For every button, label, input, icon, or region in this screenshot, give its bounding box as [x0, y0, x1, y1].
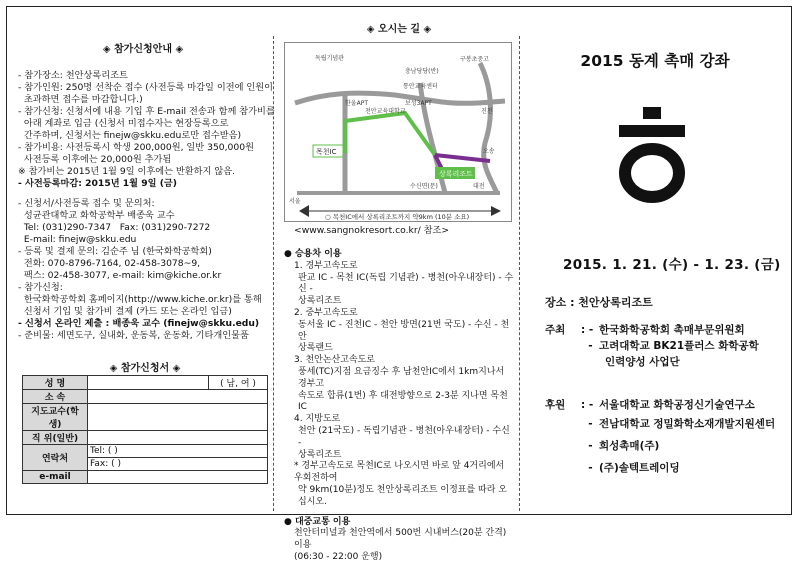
fax-field[interactable]: Fax: ( ) — [88, 458, 268, 471]
info-line-refund: ※ 참가비는 2015년 1월 9일 이후에는 반환하지 않음. — [18, 166, 236, 177]
position-field[interactable] — [88, 431, 268, 445]
car-title: ● 승용차 이용 — [284, 249, 342, 259]
tel-field[interactable]: Tel: ( ) — [88, 445, 268, 458]
info-line-blank1 — [18, 190, 268, 198]
car-lines — [284, 261, 514, 509]
email-label: e-mail — [23, 471, 88, 484]
car-line: 풍세(TC)지점 요금징수 후 남천안IC에서 1km지나서 경부고 — [298, 366, 505, 389]
map-svg — [285, 43, 511, 221]
info-line-apply3: 간주하며, 신청서는 finejw@skku.edu로만 접수받음) — [18, 130, 242, 141]
organizer-3: 인력양성 사업단 — [605, 356, 680, 368]
event-logo — [607, 103, 697, 203]
registration-lines — [18, 70, 275, 342]
info-line-reg3: 팩스: 02-458-3077, e-mail: kim@kiche.or.kr — [18, 270, 222, 281]
info-line-online2: 한국화학공학회 홈페이지(http://www.kiche.or.kr)를 통해 — [18, 294, 262, 305]
position-label: 직 위(일반) — [23, 431, 88, 445]
info-line-deadline: - 사전등록마감: 2015년 1월 9일 (금) — [18, 178, 177, 189]
location-map — [284, 42, 512, 222]
map-label-jincheon: 진천 — [481, 108, 493, 115]
map-label-hanul: 한울APT — [345, 100, 368, 107]
form-title: ◈ 참가신청서 ◈ — [109, 363, 181, 374]
bus-line: (06:30 - 22:00 운행) — [294, 551, 383, 562]
info-line-prep: - 준비물: 세면도구, 실내화, 운동복, 운동화, 기타개인물품 — [18, 330, 249, 341]
sponsors-label: 후원 — [545, 399, 566, 411]
bus-title: ● 대중교통 이용 — [284, 516, 351, 527]
organizer-2: 고려대학교 BK21플러스 화학공학 — [599, 340, 759, 352]
info-line-apply2: 아래 계좌로 입금 (신청서 미접수자는 현장등록으로 — [18, 118, 229, 129]
directions-title: ◈ 오시는 길 ◈ — [366, 24, 432, 35]
car-line: 약 9km(10분)정도 천안상록리조트 이정표를 따라 오십시오. — [298, 484, 507, 507]
car-line: 상록리조트 — [298, 296, 342, 307]
info-line-online1: - 참가신청: — [18, 282, 63, 293]
registration-title: ◈ 참가신청안내 ◈ — [102, 44, 184, 55]
info-line-online3: 신청서 기입 및 참가비 결제 (카드 또는 온라인 입금) — [18, 306, 232, 317]
car-line: 3. 천안논산고속도로 — [294, 355, 376, 366]
info-line-online4: - 신청서 온라인 제출 : 배종욱 교수 (finejw@skku.edu) — [18, 318, 260, 329]
info-line-contact1: - 신청서/사전등록 접수 및 문의처: — [18, 198, 155, 209]
resort-marker-label: 상록리조트 — [439, 170, 473, 178]
info-line-reg1: - 등록 및 결제 문의: 김순주 님 (한국화학공학회) — [18, 246, 212, 257]
map-note: ○ 목천IC에서 상록리조트까지 약9km (10분 소요) — [325, 213, 470, 221]
map-label-biryong: 충남당당(반) — [405, 68, 439, 75]
car-line: * 경부고속도로 목천IC로 나오시면 바로 앞 4거리에서 우회전하여 — [294, 461, 505, 484]
event-title: 2015 동계 촉매 강좌 — [580, 52, 730, 70]
car-line: 4. 지방도로 — [294, 414, 341, 425]
map-label-center: 통안교육센터 — [403, 83, 438, 90]
map-label-seoul: 서울 — [289, 198, 301, 205]
map-label-yongdong: 구봉초중고 — [460, 56, 489, 63]
hieut-logo-icon — [607, 103, 697, 203]
car-line: 상록랜드 — [298, 343, 333, 354]
organizer-1: 한국화학공학회 촉매부문위원회 — [599, 324, 745, 336]
affil-field[interactable] — [88, 390, 268, 404]
affil-label: 소 속 — [23, 390, 88, 404]
registration-form — [22, 375, 268, 484]
sponsor-4: (주)솔텍트레이딩 — [599, 462, 680, 474]
fold-line-right — [519, 36, 520, 511]
access-info — [284, 249, 514, 564]
contact-label: 연락처 — [23, 445, 88, 471]
map-label-daejeon: 대전 — [473, 183, 485, 190]
sponsor-1: 서울대학교 화학공정신기술연구소 — [599, 399, 755, 411]
car-line: 동서울 IC - 진천IC - 천안 방면(21번 국도) - 수신 - 천안 — [298, 319, 510, 342]
name-field[interactable] — [88, 376, 209, 390]
bus-lines — [284, 528, 514, 563]
info-line-quota1: - 참가인원: 250명 선착순 접수 (사전등록 마감일 이전에 인원이 — [18, 82, 274, 93]
gender-field[interactable]: ( 남, 여 ) — [209, 376, 268, 390]
info-line-contact4: E-mail: finejw@skku.edu — [18, 234, 137, 245]
car-line: 2. 중부고속도로 — [294, 307, 358, 318]
car-line: 속도로 합류(1번) 후 대전방향으로 2-3분 지나면 목천IC — [298, 390, 508, 413]
info-line-quota2: 초과하면 접수를 마감합니다.) — [18, 94, 143, 105]
advisor-label: 지도교수(학생) — [23, 404, 88, 431]
map-label-chungju: 천안교육대학교 — [365, 108, 406, 115]
sponsor-2: 전남대학교 정밀화학소재개발지원센터 — [599, 418, 776, 430]
organizers: 주최 : - 한국화학공학회 촉매부문위원회 - 고려대학교 BK21플러스 화학공학 인력양성 사업단 — [545, 324, 759, 368]
info-line-fee1: - 참가비용: 사전등록시 학생 200,000원, 일반 350,000원 — [18, 142, 254, 153]
email-field[interactable] — [88, 471, 268, 484]
info-line-place: - 참가장소: 천안상록리조트 — [18, 70, 128, 81]
car-line: 판교 IC - 목천 IC(독립 기념관) - 병천(아우내장터) - 수신 - — [298, 272, 514, 295]
name-label: 성 명 — [23, 376, 88, 390]
info-line-reg2: 전화: 070-8796-7164, 02-458-3078~9, — [18, 258, 201, 269]
resort-url[interactable]: <www.sangnokresort.co.kr/ 참조> — [294, 225, 450, 236]
car-line: 1. 경부고속도로 — [294, 260, 358, 271]
mokcheon-ic-label: 목천IC — [316, 148, 337, 156]
registration-info — [18, 44, 275, 342]
info-line-contact3: Tel: (031)290-7347 Fax: (031)290-7272 — [18, 222, 211, 233]
sponsor-3: 희성촉매(주) — [599, 440, 660, 452]
map-label-boseong: 보성3APT — [405, 100, 432, 107]
advisor-field[interactable] — [88, 404, 268, 431]
organizers-label: 주최 — [545, 324, 566, 336]
sponsors: 후원 : - 서울대학교 화학공정신기술연구소 - 전남대학교 정밀화학소재개발지원센터 - 희성촉매(주) - (주)솔텍트레이딩 — [545, 399, 776, 474]
car-line: 상록리조트 — [298, 449, 342, 460]
bus-line: 천안터미널과 천안역에서 500번 시내버스(20분 간격) 이용 — [294, 528, 507, 551]
event-dates: 2015. 1. 21. (수) - 1. 23. (금) — [563, 257, 781, 273]
car-line: 천안 (21국도) - 독립기념관 - 병천(아우내장터) - 수신 - — [298, 425, 510, 448]
info-line-contact2: 성균관대학교 화학공학부 배종욱 교수 — [18, 210, 175, 221]
event-venue: 장소 : 천안상록리조트 — [545, 296, 653, 309]
map-label-dongnip: 독립기념관 — [315, 55, 344, 62]
info-line-fee2: 사전등록 이후에는 20,000원 추가됨 — [18, 154, 172, 165]
map-label-sushin: 수신면(문) — [410, 183, 438, 190]
info-line-apply1: - 참가신청: 신청서에 내용 기입 후 E-mail 전송과 함께 참가비를 — [18, 106, 275, 117]
map-label-osong: 오송 — [483, 148, 495, 155]
